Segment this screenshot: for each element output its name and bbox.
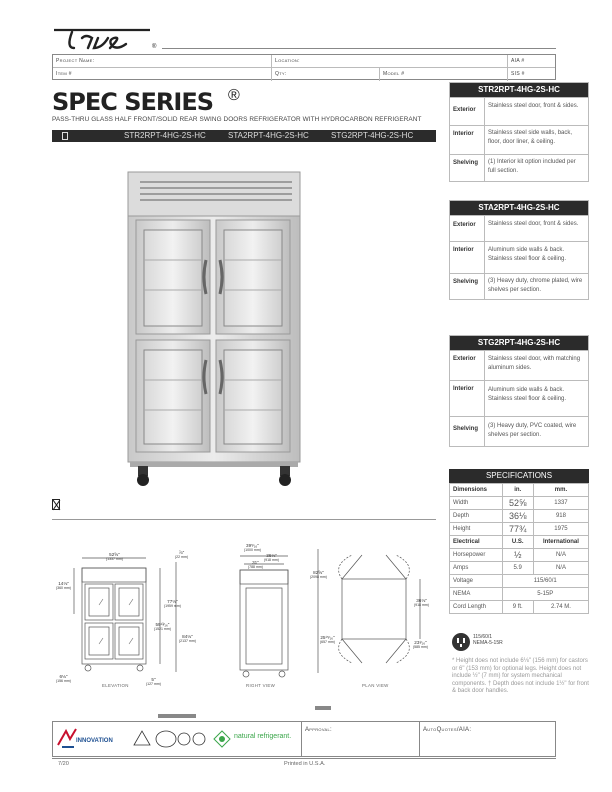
spec-label: Voltage (450, 575, 503, 588)
row-label: Shelving (453, 426, 479, 432)
plug-voltage: 115/60/1 (473, 634, 493, 640)
true-logo (52, 26, 162, 52)
innovation-logo: INNOVATION (76, 738, 113, 744)
row-text: Aluminum side walls & back. Stainless steel floor & ceiling. (488, 387, 567, 402)
row-label: Shelving (453, 160, 479, 166)
right-view-label: RIGHT VIEW (246, 683, 276, 688)
aia-site-field[interactable]: AutoQuotes/AIA: (423, 727, 472, 733)
spec-value: 2.74 M. (533, 601, 588, 614)
model-box-str (449, 82, 589, 182)
spec-value: 1975 (533, 523, 588, 536)
model-box-title: STR2RPT-4HG-2S-HC (450, 83, 588, 97)
model-label-str: STR2RPT-4HG-2S-HC (124, 131, 206, 140)
spec-value: 9 ft. (502, 601, 533, 614)
spec-value: 52⅝ (502, 497, 533, 510)
model-box-sta (449, 200, 589, 300)
elec-header-us: U.S. (502, 536, 533, 549)
spec-label: Height (450, 523, 503, 536)
dim-mid-right-1: 77⅛" (1959 mm) (164, 599, 181, 608)
spec-value: 5-15P (502, 588, 589, 601)
footer-rule (52, 758, 556, 759)
product-photo (126, 170, 304, 488)
spec-label: Width (450, 497, 503, 510)
row-label: Exterior (453, 222, 476, 228)
nema-plug-icon (452, 633, 470, 651)
certification-logos (56, 725, 296, 753)
model-box-stg (449, 335, 589, 447)
dim-top-width: 52⅝" (1337 mm) (106, 552, 123, 561)
spec-footnote: * Height does not include 6⅛" (156 mm) for castors or 6" (153 mm) for optional legs. Height does not include ½" (7 mm) for system mechanical components. † Depth does not include 1½" for front & back door handles. (452, 658, 589, 695)
spec-label: NEMA (450, 588, 503, 601)
dim-header: Dimensions (450, 484, 503, 497)
elec-header: Electrical (450, 536, 503, 549)
spec-label: Depth (450, 510, 503, 523)
dim-mid-right-2: 59¹³⁄₁₆" (1521 mm) (154, 622, 171, 631)
plug-label (473, 634, 503, 646)
row-label: Interior (453, 247, 474, 253)
dim-header-in: in. (502, 484, 533, 497)
specifications-table (449, 469, 589, 614)
spec-label: Cord Length (450, 601, 503, 614)
spec-value: 115/60/1 (502, 575, 589, 588)
spec-value: N/A (533, 562, 588, 575)
row-label: Interior (453, 131, 474, 137)
row-text: (1) Interior kit option included per full section. (488, 159, 576, 174)
right-view-drawing (228, 546, 298, 680)
dim-left-top: 14⅛" (360 mm) (56, 581, 71, 590)
model-box-title: STG2RPT-4HG-2S-HC (450, 336, 588, 350)
dim-rv-top: 39⁵⁄₁₆" (1000 mm) (244, 543, 261, 552)
logo-rule (162, 48, 556, 49)
spec-value: ½ (502, 549, 533, 562)
plan-view-label: PLAN VIEW (362, 683, 389, 688)
spec-value: 1337 (533, 497, 588, 510)
dim-rv-inner: 31" (788 mm) (248, 560, 263, 569)
spec-value: 77¾ (502, 523, 533, 536)
dim-bottom-right: 5" (127 mm) (146, 677, 161, 686)
spec-value: 5.9 (502, 562, 533, 575)
spec-value: N/A (533, 549, 588, 562)
spec-label: Amps (450, 562, 503, 575)
elevation-label: ELEVATION (102, 683, 129, 688)
dim-bottom-left: 6⅛" (156 mm) (56, 674, 71, 683)
model-box-title: STA2RPT-4HG-2S-HC (450, 201, 588, 215)
sis-field[interactable]: SIS # (511, 71, 525, 77)
dim-far-right: 84⅛" (2137 mm) (179, 634, 196, 643)
dim-pv-right: 36⅛" (918 mm) (414, 598, 429, 607)
model-bar (52, 130, 436, 142)
specifications-title: SPECIFICATIONS (449, 469, 589, 483)
row-text: Stainless steel side walls, back, floor, door liner, & ceiling. (488, 130, 573, 145)
model-label-stg: STG2RPT-4HG-2S-HC (331, 131, 414, 140)
checkbox-icon[interactable] (52, 499, 60, 510)
item-field[interactable]: Item # (56, 71, 72, 77)
aia-field[interactable]: AIA # (511, 58, 525, 64)
row-text: Stainless steel door, front & sides. (488, 103, 579, 109)
row-text: (3) Heavy duty, chrome plated, wire shelves per section. (488, 278, 583, 293)
row-text: Stainless steel door, front & sides. (488, 221, 579, 227)
spec-label: Horsepower (450, 549, 503, 562)
natural-refrigerant-logo: natural refrigerant. (234, 733, 292, 740)
project-name-field[interactable]: Project Name: (56, 58, 95, 64)
footer-printed: Printed in U.S.A. (284, 761, 326, 767)
row-text: (3) Heavy duty, PVC coated, wire shelves per section. (488, 423, 577, 438)
series-title: SPEC SERIES (52, 88, 214, 116)
approval-field[interactable]: Approval: (305, 727, 332, 733)
row-label: Exterior (453, 107, 476, 113)
row-label: Interior (453, 386, 474, 392)
row-text: Stainless steel door, with matching aluminum sides. (488, 356, 581, 371)
spec-value: 36⅛ (502, 510, 533, 523)
product-subtitle: PASS-THRU GLASS HALF FRONT/SOLID REAR SWING DOORS REFRIGERATOR WITH HYDROCARBON REFRIGERANT (52, 116, 422, 123)
plan-view-drawing (312, 545, 442, 679)
elec-header-intl: International (533, 536, 588, 549)
location-field[interactable]: Location: (275, 58, 300, 64)
dim-header-mm: mm. (533, 484, 588, 497)
plug-nema: NEMA-5-15R (473, 640, 503, 646)
dim-pv-right2: 23¹⁄₁₆" (585 mm) (413, 640, 428, 649)
model-field[interactable]: Model # (383, 71, 405, 77)
dim-rv-top2: 36⅛" (918 mm) (264, 553, 279, 562)
scale-marker (315, 706, 331, 710)
row-label: Exterior (453, 356, 476, 362)
dim-pv-left: 82⅝" (2098 mm) (310, 570, 327, 579)
dim-pv-left2: 25¹⁵⁄₁₆" (657 mm) (320, 635, 335, 644)
scale-bar (158, 714, 196, 718)
row-text: Aluminum side walls & back. Stainless steel floor & ceiling. (488, 247, 567, 262)
svg-text:®: ® (152, 44, 157, 50)
model-label-sta: STA2RPT-4HG-2S-HC (228, 131, 309, 140)
section-divider (52, 519, 436, 520)
footer-date: 7/20 (58, 761, 69, 767)
spec-value: 918 (533, 510, 588, 523)
registered-mark: ® (228, 87, 240, 104)
project-info-table (52, 54, 556, 80)
elevation-drawing (52, 548, 202, 688)
checkbox-icon[interactable] (62, 132, 68, 140)
row-label: Shelving (453, 279, 479, 285)
qty-field[interactable]: Qty: (275, 71, 287, 77)
dim-top-right: ⅞" (22 mm) (175, 550, 189, 559)
